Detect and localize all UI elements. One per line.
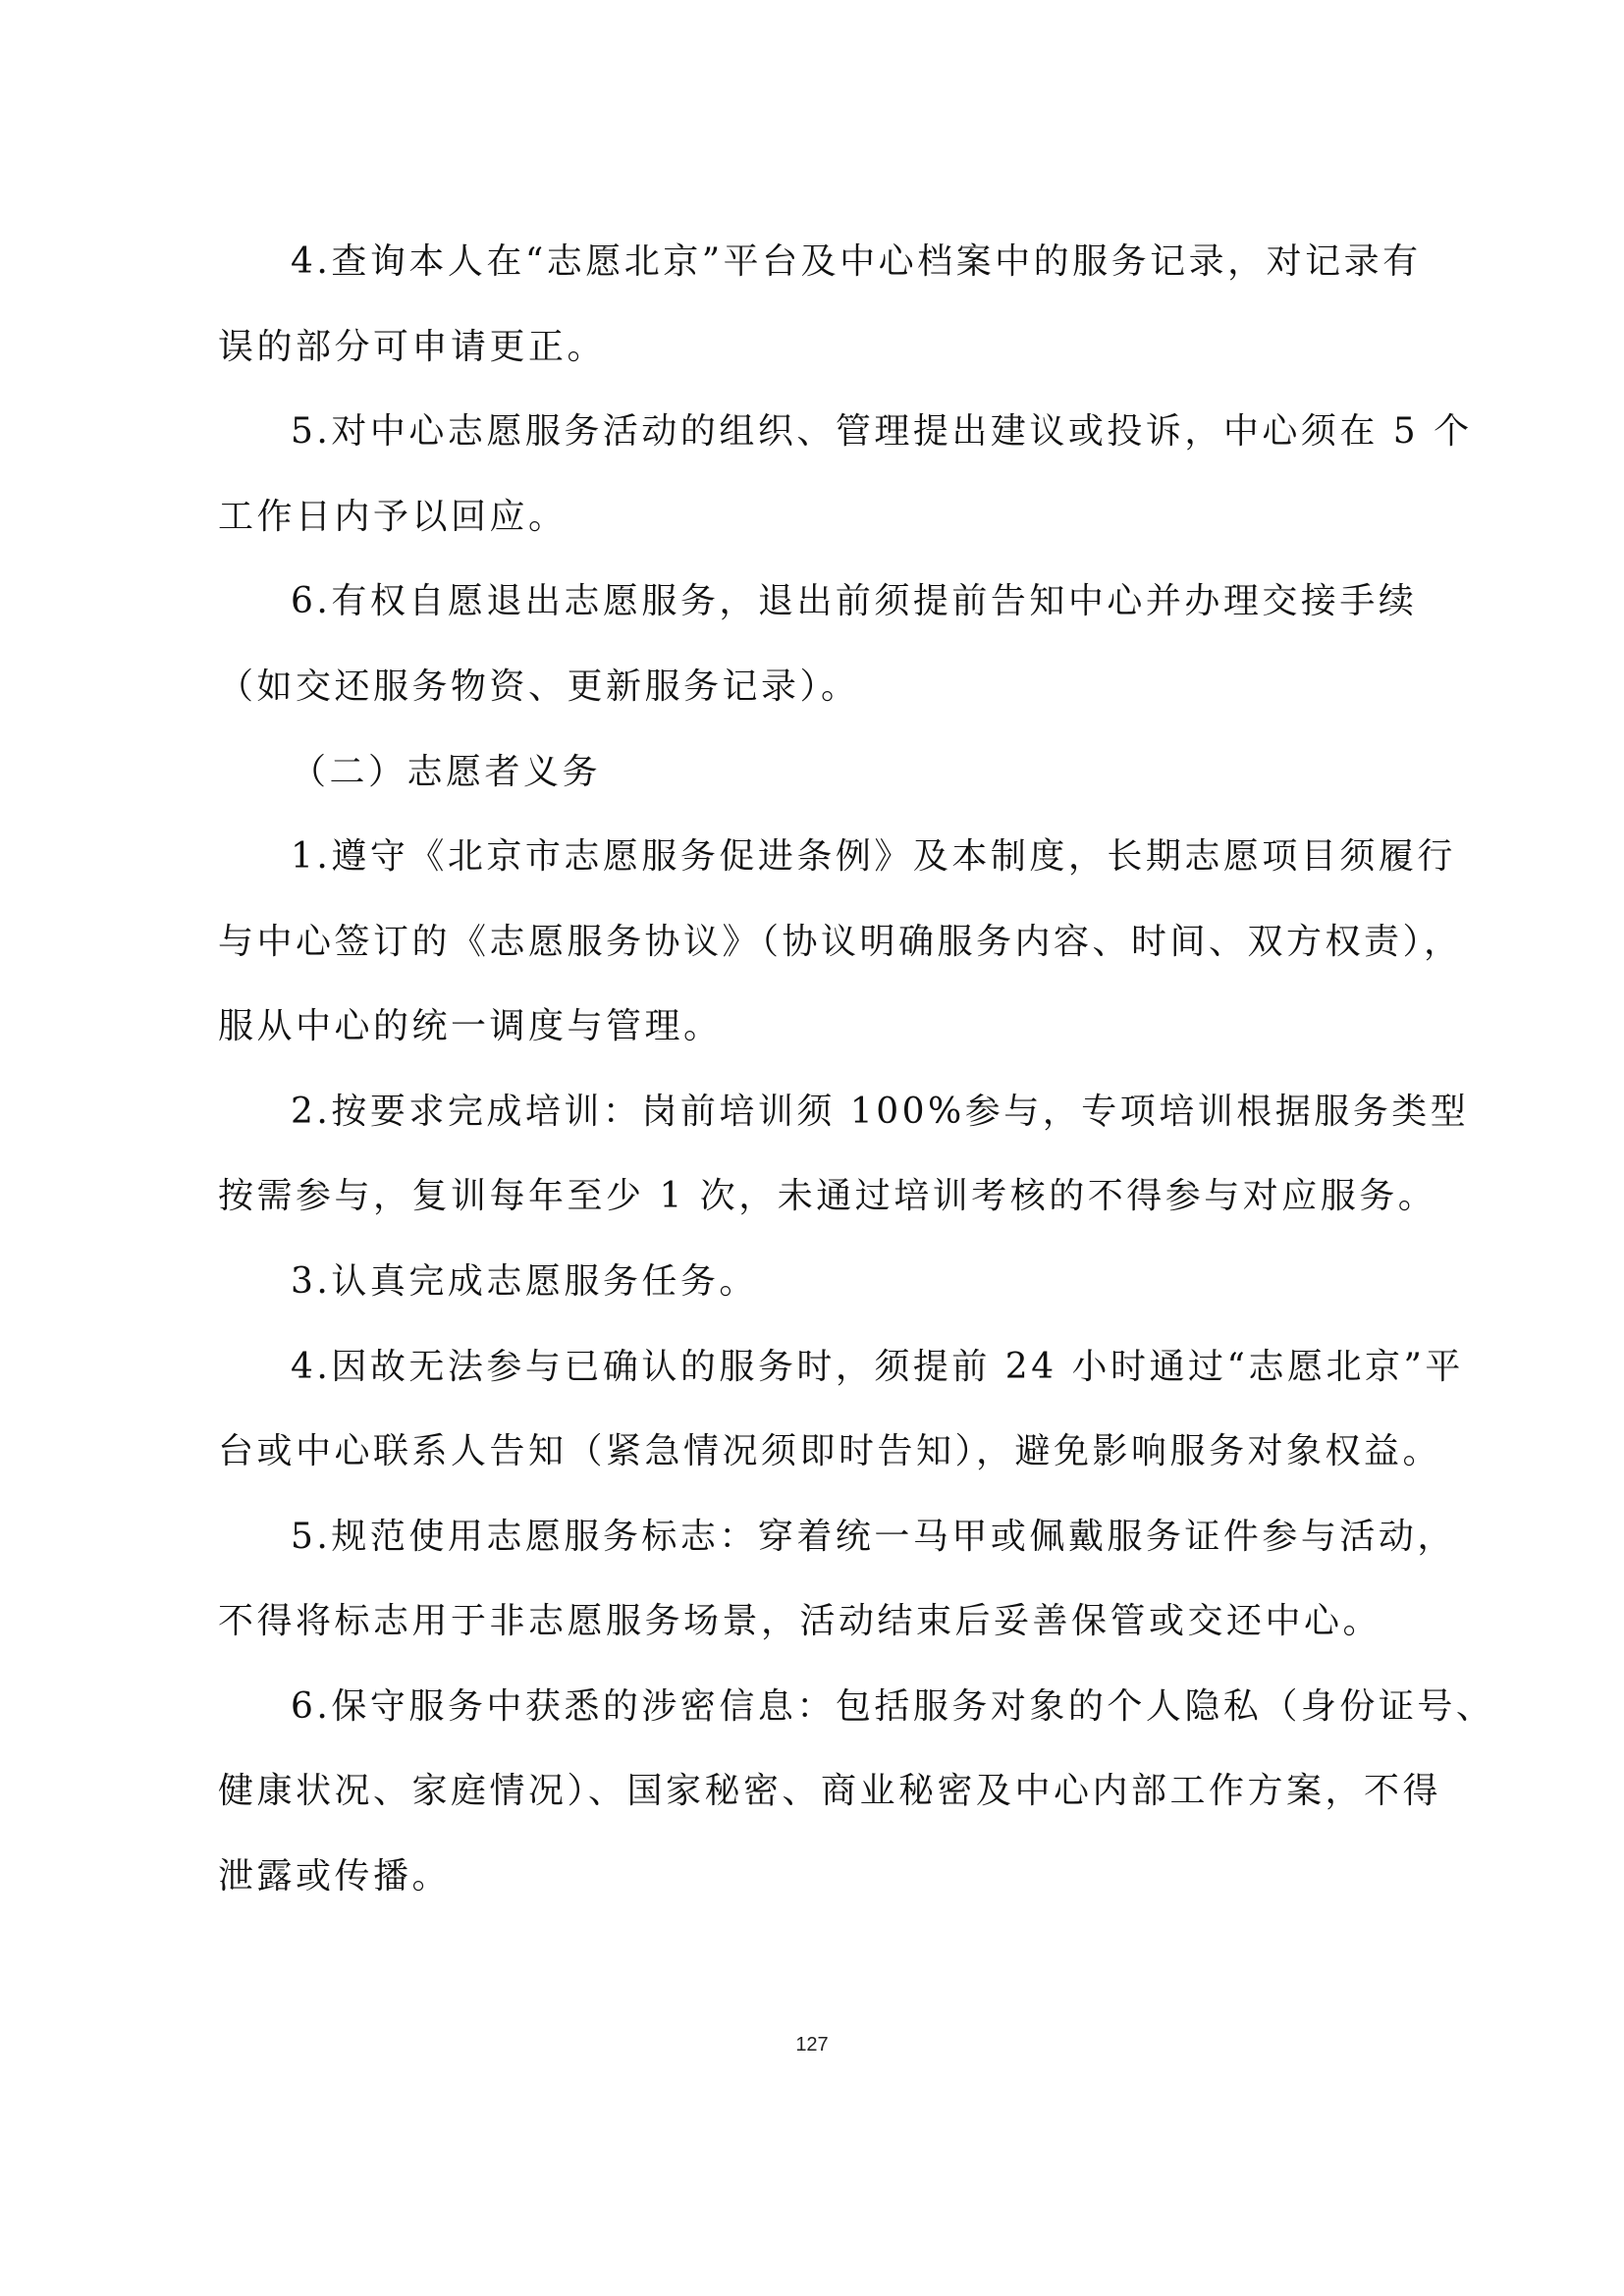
rights-item-5-line-1: 5.对中心志愿服务活动的组织、管理提出建议或投诉，中心须在 5 个 [291, 411, 1473, 452]
rights-item-6-line-1: 6.有权自愿退出志愿服务，退出前须提前告知中心并办理交接手续 [291, 581, 1418, 621]
obligations-item-6-line-3: 泄露或传播。 [218, 1856, 452, 1896]
page-number: 127 [795, 2034, 829, 2056]
obligations-item-6-line-1: 6.保守服务中获悉的涉密信息：包括服务对象的个人隐私（身份证号、 [291, 1686, 1495, 1727]
obligations-item-4-line-2: 台或中心联系人告知（紧急情况须即时告知），避免影响服务对象权益。 [218, 1431, 1442, 1471]
obligations-item-2-line-1: 2.按要求完成培训：岗前培训须 100%参与，专项培训根据服务类型 [291, 1092, 1470, 1132]
section-heading-obligations: （二）志愿者义务 [291, 752, 602, 792]
rights-item-5-line-2: 工作日内予以回应。 [218, 497, 568, 537]
obligations-item-1-line-3: 服从中心的统一调度与管理。 [218, 1006, 723, 1046]
obligations-item-1-line-2: 与中心签订的《志愿服务协议》（协议明确服务内容、时间、双方权责）， [218, 922, 1463, 962]
rights-item-4-line-2: 误的部分可申请更正。 [218, 327, 607, 367]
obligations-item-6-line-2: 健康状况、家庭情况）、国家秘密、商业秘密及中心内部工作方案，不得 [218, 1771, 1442, 1811]
obligations-item-1-line-1: 1.遵守《北京市志愿服务促进条例》及本制度，长期志愿项目须履行 [291, 836, 1456, 877]
obligations-item-3: 3.认真完成志愿服务任务。 [291, 1261, 758, 1302]
obligations-item-5-line-2: 不得将标志用于非志愿服务场景，活动结束后妥善保管或交还中心。 [218, 1601, 1382, 1641]
obligations-item-2-line-2: 按需参与，复训每年至少 1 次，未通过培训考核的不得参与对应服务。 [218, 1176, 1437, 1216]
rights-item-6-line-2: （如交还服务物资、更新服务记录）。 [218, 667, 860, 707]
obligations-item-4-line-1: 4.因故无法参与已确认的服务时，须提前 24 小时通过“志愿北京”平 [291, 1347, 1464, 1387]
obligations-item-5-line-1: 5.规范使用志愿服务标志：穿着统一马甲或佩戴服务证件参与活动， [291, 1517, 1456, 1557]
rights-item-4-line-1: 4.查询本人在“志愿北京”平台及中心档案中的服务记录，对记录有 [291, 241, 1422, 282]
